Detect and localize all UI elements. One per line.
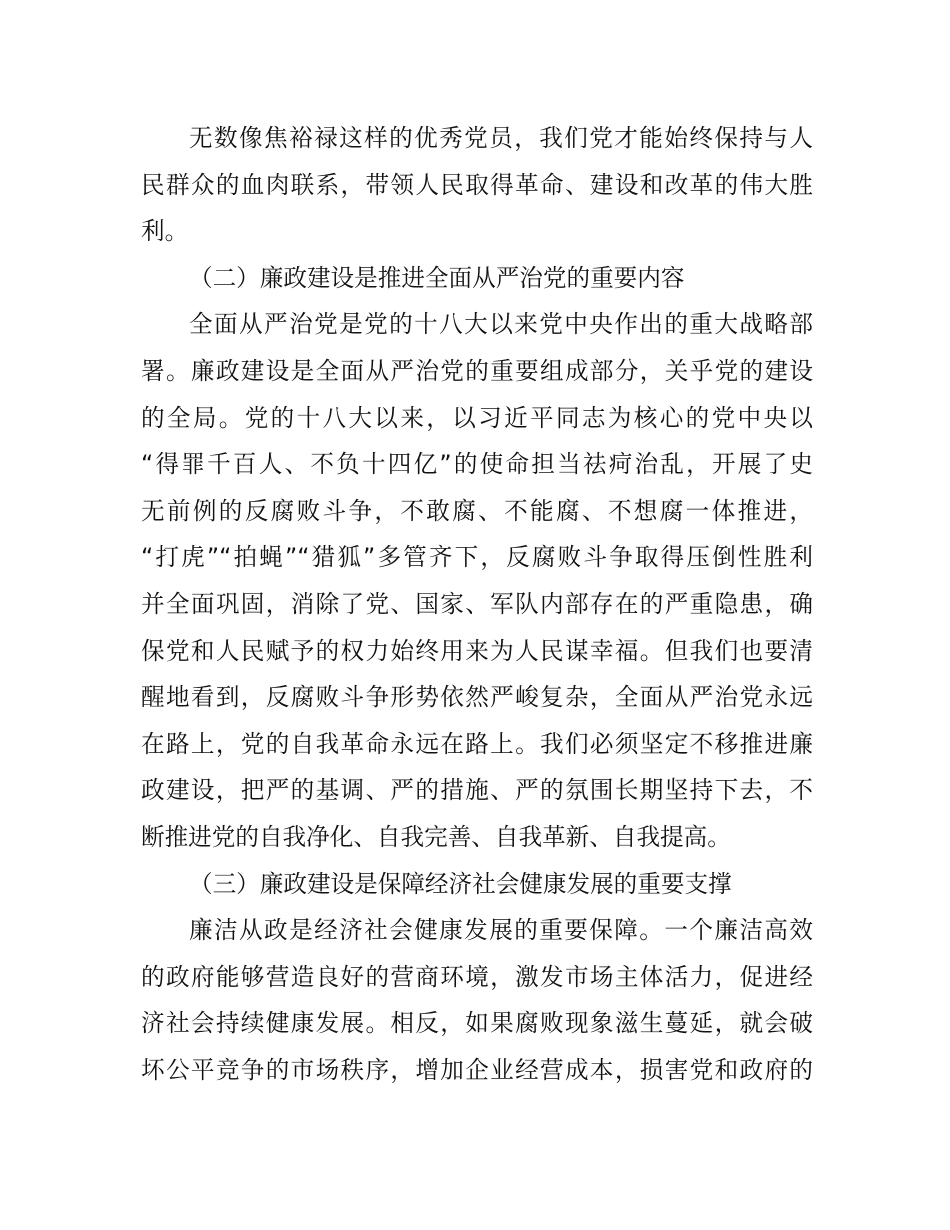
text-line: 醒地看到，反腐败斗争形势依然严峻复杂，全面从严治党永远 — [141, 683, 813, 712]
text-line: “打虎”“拍蝇”“猎狐”多管齐下，反腐败斗争取得压倒性胜利 — [141, 543, 813, 572]
text-line: 断推进党的自我净化、自我完善、自我革新、自我提高。 — [141, 822, 731, 851]
text-line: 政建设，把严的基调、严的措施、严的氛围长期坚持下去，不 — [141, 776, 813, 805]
text-line: 在路上，党的自我革命永远在路上。我们必须坚定不移推进廉 — [141, 729, 813, 758]
text-line: 无数像焦裕禄这样的优秀党员，我们党才能始终保持与人 — [189, 124, 813, 152]
document-page — [141, 115, 813, 1093]
section-heading — [141, 861, 813, 908]
text-line: 廉洁从政是经济社会健康发展的重要保障。一个廉洁高效 — [189, 916, 813, 945]
text-line: 保党和人民赋予的权力始终用来为人民谋幸福。但我们也要清 — [141, 636, 813, 665]
heading-text: （二）廉政建设是推进全面从严治党的重要内容 — [189, 263, 685, 292]
text-line: 的全局。党的十八大以来，以习近平同志为核心的党中央以 — [141, 403, 813, 432]
paragraph — [141, 907, 813, 1093]
paragraph — [141, 115, 813, 255]
text-line: 并全面巩固，消除了党、国家、军队内部存在的严重隐患，确 — [141, 589, 813, 618]
text-line: 的政府能够营造良好的营商环境，激发市场主体活力，促进经 — [141, 962, 813, 991]
heading-text: （三）廉政建设是保障经济社会健康发展的重要支撑 — [189, 869, 732, 898]
text-line: 坏公平竞争的市场秩序，增加企业经营成本，损害党和政府的 — [141, 1055, 813, 1084]
text-line: 署。廉政建设是全面从严治党的重要组成部分，关乎党的建设 — [141, 356, 813, 385]
text-line: 全面从严治党是党的十八大以来党中央作出的重大战略部 — [189, 310, 813, 339]
paragraph — [141, 301, 813, 860]
text-line: 济社会持续健康发展。相反，如果腐败现象滋生蔓延，就会破 — [141, 1009, 813, 1038]
section-heading — [141, 255, 813, 302]
text-line: 利。 — [141, 217, 189, 246]
text-line: “得罪千百人、不负十四亿”的使命担当祛疴治乱，开展了史 — [141, 450, 813, 479]
text-line: 无前例的反腐败斗争，不敢腐、不能腐、不想腐一体推进， — [141, 496, 813, 525]
text-line: 民群众的血肉联系，带领人民取得革命、建设和改革的伟大胜 — [141, 170, 813, 199]
